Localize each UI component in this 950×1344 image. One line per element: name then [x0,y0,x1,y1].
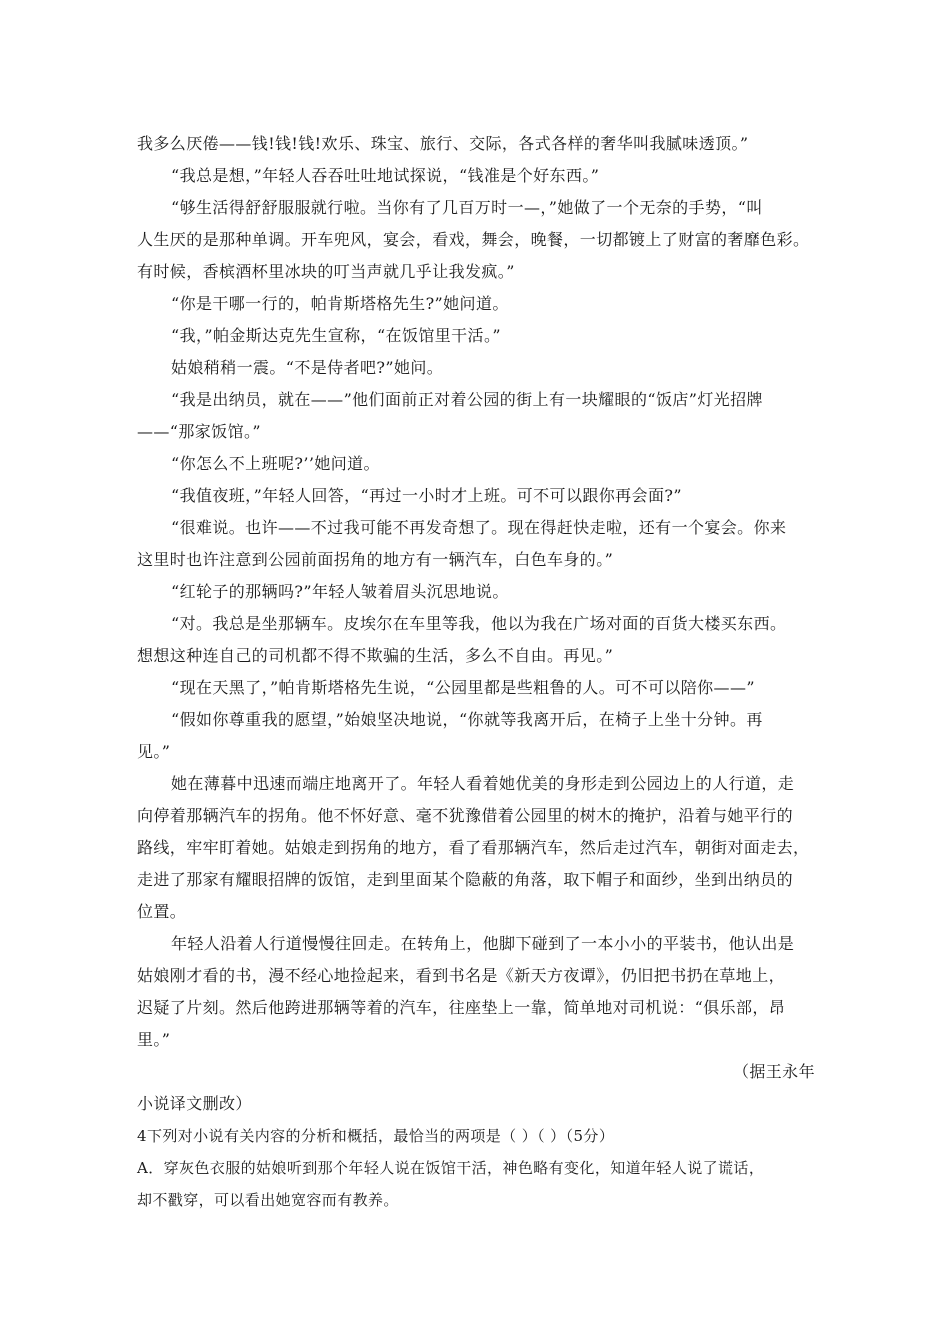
story-line: 想想这种连自己的司机都不得不欺骗的生活，多么不自由。再见。” [137,646,614,665]
document-page [137,128,827,1216]
story-line: 她在薄暮中迅速而端庄地离开了。年轻人看着她优美的身形走到公园边上的人行道，走 [171,774,795,793]
story-line: “我总是想，”年轻人吞吞吐吐地试探说，“钱准是个好东西。” [171,166,600,185]
source-attribution-continued: 小说译文删改） [137,1094,252,1113]
story-line: 这里时也许注意到公园前面拐角的地方有一辆汽车，白色车身的。” [137,550,614,569]
source-attribution: （据王永年 [732,1062,815,1081]
story-line: 人生厌的是那种单调。开车兜风，宴会，看戏，舞会，晚餐，一切都镀上了财富的奢靡色彩。 [137,230,810,249]
story-line: 有时候，香槟酒杯里冰块的叮当声就几乎让我发疯。” [137,262,515,281]
story-line: “很难说。也许——不过我可能不再发奇想了。现在得赶快走啦，还有一个宴会。你来 [171,518,787,537]
story-line: 位置。 [137,902,187,921]
story-line: 路线，牢牢盯着她。姑娘走到拐角的地方，看了看那辆汽车，然后走过汽车，朝街对面走去， [137,838,810,857]
story-line: 姑娘稍稍一震。“不是侍者吧?”她问。 [171,358,444,377]
story-line: “你怎么不上班呢?’’她问道。 [171,454,380,473]
option-a: A．穿灰色衣服的姑娘听到那个年轻人说在饭馆干活，神色略有变化，知道年轻人说了谎话， [137,1159,765,1177]
story-line: 见。” [137,742,171,761]
story-line: “我是出纳员，就在——”他们面前正对着公园的街上有一块耀眼的“饭店”灯光招牌 [171,390,763,409]
question-prompt: 4下列对小说有关内容的分析和概括，最恰当的两项是（ ）（ ）（5分） [137,1127,615,1145]
story-line: “红轮子的那辆吗?”年轻人皱着眉头沉思地说。 [171,582,509,601]
story-line: 迟疑了片刻。然后他跨进那辆等着的汽车，往座垫上一靠，简单地对司机说：“俱乐部，昂 [137,998,786,1017]
story-line: 走进了那家有耀眼招牌的饭馆，走到里面某个隐蔽的角落，取下帽子和面纱，坐到出纳员的 [137,870,794,889]
option-a-continued: 却不戳穿，可以看出她宽容而有教养。 [137,1191,399,1209]
story-line: “假如你尊重我的愿望，”始娘坚决地说，“你就等我离开后，在椅子上坐十分钟。再 [171,710,763,729]
story-line: 年轻人沿着人行道慢慢往回走。在转角上，他脚下碰到了一本小小的平装书，他认出是 [171,934,795,953]
story-line: 里。” [137,1030,171,1049]
story-line: “够生活得舒舒服服就行啦。当你有了几百万时一—，”她做了一个无奈的手势，“叫 [171,198,763,217]
story-line: “我值夜班，”年轻人回答，“再过一小时才上班。可不可以跟你再会面?” [171,486,682,505]
story-line: “你是干哪一行的，帕肯斯塔格先生?”她问道。 [171,294,509,313]
story-line: 姑娘刚才看的书，漫不经心地捡起来，看到书名是《新天方夜谭》，仍旧把书扔在草地上， [137,966,786,985]
story-line: 向停着那辆汽车的拐角。他不怀好意、毫不犹豫借着公园里的树木的掩护，沿着与她平行的 [137,806,794,825]
story-line: “对。我总是坐那辆车。皮埃尔在车里等我，他以为我在广场对面的百货大楼买东西。 [171,614,787,633]
story-line: “现在天黑了，”帕肯斯塔格先生说，“公园里都是些粗鲁的人。可不可以陪你——” [171,678,755,697]
story-line: “我，”帕金斯达克先生宣称，“在饭馆里干活。” [171,326,501,345]
story-line: ——“那家饭馆。” [137,422,261,441]
story-line: 我多么厌倦——钱!钱!钱!欢乐、珠宝、旅行、交际，各式各样的奢华叫我腻味透顶。” [137,134,749,153]
